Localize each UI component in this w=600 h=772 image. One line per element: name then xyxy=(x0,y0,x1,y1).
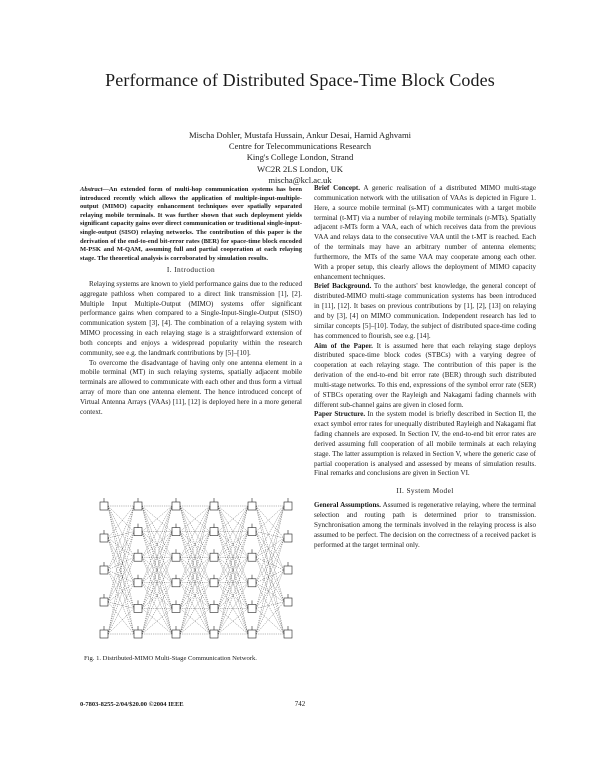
structure-text: In the system model is briefly described in Section II, the exact symbol error rates for unequally distributed Rayleigh and Nakagami flat fading channels are exposed. In Section IV, the end-to-end bit error rates are derived assuming full cooperation of all mobile terminals at each relaying stage. The latter assumption is relaxed in Section V, where the generic case of partial cooperation is analysed and assessed by means of simulation results. Final remarks and conclusions are given in Section VI. xyxy=(314,410,536,478)
brief-concept-heading: Brief Concept. xyxy=(314,184,361,192)
structure-paragraph xyxy=(314,410,536,479)
right-column xyxy=(314,184,536,550)
aim-paragraph xyxy=(314,342,536,411)
network-figure xyxy=(96,494,298,646)
section-heading-introduction: I. Introduction xyxy=(166,265,216,274)
abstract-lead: Abstract— xyxy=(80,186,109,193)
authors: Mischa Dohler, Mustafa Hussain, Ankur Desai, Hamid Aghvami xyxy=(188,130,412,140)
abstract xyxy=(80,186,302,263)
aim-text: It is assumed here that each relaying stage deploys distributed space-time block codes (STBCs) with a varying degree of cooperation at each relaying stage. The contribution of this paper is the derivation of the end-to-end bit error rate (BER) through such distributed multi-stage networks. To this end, expressions of the symbol error rate (SER) of STBCs operating over the Rayleigh and Nakagami fading channels with different sub-channel gains are given in closed form. xyxy=(314,341,536,409)
brief-background-paragraph xyxy=(314,282,536,341)
brief-background-text: To the authors' best knowledge, the general concept of distributed-MIMO multi-stage communication systems has been introduced in [11], [12]. It bases on previous contributions by [1], [2], [13] on relaying and by [3], [4] on MIMO communication. Independent research has led to similar concepts [5]–[10]. Today, the subject of distributed space-time coding has commenced to flourish, see e.g. [14]. xyxy=(314,282,536,340)
brief-concept-text: A generic realisation of a distributed MIMO multi-stage communication network with the utilisation of VAAs is depicted in Figure 1. Here, a source mobile terminal (s-MT) communicates with a target mobile terminal (t-MT) via a number of relaying mobile terminals (r-MTs). Spatially adjacent r-MTs form a VAA, each of which receives data from the previous VAA and relays data to the consecutive VAA until the t-MT is reached. Each of the terminals may have an arbitrary number of antenna elements; furthermore, the MTs of the same VAA may cooperate among each other. With a proper setup, this clearly allows the deployment of MIMO capacity enhancement techniques. xyxy=(314,184,536,281)
assumptions-text: Assumed is regenerative relaying, where the terminal selection and routing path is determined prior to transmission. Synchronisation among the terminals involved in the relaying process is also assumed to be perfect. The decision on the correctness of a received packet is performed at the target terminal only. xyxy=(314,501,536,549)
introduction-section xyxy=(80,258,302,418)
intro-paragraph-1: Relaying systems are known to yield performance gains due to the reduced aggregate pathloss when compared to a direct link transmission [1], [2]. Multiple Input Multiple-Output (MIMO) systems offer significant performance gains when compared to a Single-Input-Single-Output (SISO) communication system [3], [4]. The combination of a relaying system with MIMO processing in each relaying stage is a straightforward extension of both concepts and enjoys a widespread popularity within the research community, see e.g. the landmark contributions by [5]–[10]. xyxy=(80,279,302,357)
assumptions-heading: General Assumptions. xyxy=(314,501,381,510)
aim-heading: Aim of the Paper. xyxy=(314,341,373,350)
intro-paragraph-2: To overcome the disadvantage of having only one antenna element in a mobile terminal (MT) in such relaying systems, spatially adjacent mobile terminals are allowed to communicate with each other and thus form a virtual array of more than one antenna element. The hence introduced concept of Virtual Antenna Arrays (VAAs) [11], [12] is deployed here in a more general context. xyxy=(80,358,302,416)
section-heading-system-model: II. System Model xyxy=(396,486,454,496)
institution: King's College London, Strand xyxy=(246,152,354,163)
author-block xyxy=(0,130,600,186)
address: WC2R 2LS London, UK xyxy=(257,163,343,174)
abstract-text: An extended form of multi-hop communication systems has been introduced recently which allows the application of multiple-input-multiple-output (MIMO) capacity enhancement techniques over spatially separated relaying mobile terminals. It was further shown that such deployment yields significant capacity gains over direct communication or traditional single-input-single-output (SISO) relaying networks. The contribution of this paper is the derivation of the end-to-end bit-error rates (BER) for space-time block encoded M-PSK and M-QAM, assuming full and partial cooperation at each relaying stage. The theoretical analysis is corroborated by simulation results. xyxy=(80,186,302,262)
footer-isbn: 0-7803-8255-2/04/$20.00 ©2004 IEEE xyxy=(80,701,184,708)
page-number: 742 xyxy=(294,700,306,708)
brief-background-heading: Brief Background. xyxy=(314,282,372,291)
paper-title: Performance of Distributed Space-Time Block Codes xyxy=(105,70,495,90)
email: mischa@kcl.ac.uk xyxy=(268,174,332,185)
brief-concept-paragraph xyxy=(314,184,536,282)
figure-caption: Fig. 1. Distributed-MIMO Multi-Stage Communication Network. xyxy=(84,655,257,662)
structure-heading: Paper Structure. xyxy=(314,410,366,419)
assumptions-paragraph xyxy=(314,501,536,550)
affiliation: Centre for Telecommunications Research xyxy=(228,141,372,152)
